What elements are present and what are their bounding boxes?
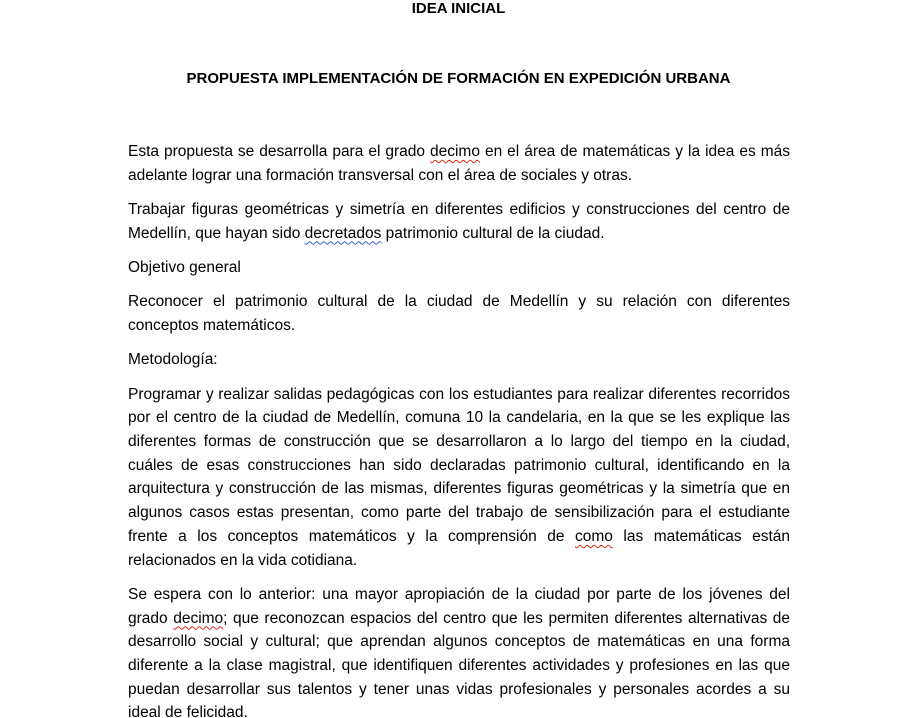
paragraph-intro [128, 140, 790, 187]
text-run: Trabajar figuras geométricas y simetría en diferentes edificios y construcciones del centro de Medellín, que hayan sido [128, 201, 790, 242]
text-run: Programar y realizar salidas pedagógicas con los estudiantes para realizar diferentes recorridos por el centro de la ciudad de Medellín, comuna 10 la candelaria, en la que se les explique las diferentes formas de construcción que se desarrollaron a lo largo del tiempo en la ciudad, cuáles de esas construcciones han sido declaradas patrimonio cultural, identificando en la arquitectura y construcción de las mismas, diferentes figuras geométricas y la simetría que en algunos casos estas presentan, como parte del trabajo de sensibilización para el estudiante frente a los conceptos matemáticos y la comprensión de [128, 385, 790, 545]
text-run: Esta propuesta se desarrolla para el grado [128, 143, 430, 160]
text-run: las matemáticas están relacionados en la vida cotidiana. [128, 527, 790, 569]
paragraph-objective: Reconocer el patrimonio cultural de la ciudad de Medellín y su relación con diferentes conceptos matemáticos. [128, 293, 790, 334]
spelling-flagged-word[interactable]: como [574, 527, 613, 545]
text-run: Se espera con lo anterior: una mayor apropiación de la ciudad por parte de los jóvenes del grado [128, 585, 790, 627]
text-run-cut-off: acordes a su ideal de felicidad. [128, 680, 791, 718]
document-subtitle: PROPUESTA IMPLEMENTACIÓN DE FORMACIÓN EN EXPEDICIÓN URBANA [186, 70, 731, 87]
text-run: en el área de matemáticas y la idea es más adelante lograr una formación transversal con el área de sociales y otras. [128, 143, 790, 184]
grammar-flagged-word[interactable]: decretados [304, 224, 382, 242]
section-heading-methodology: Metodología: [128, 351, 218, 369]
spelling-flagged-word[interactable]: decimo [430, 143, 480, 160]
section-heading-objective: Objetivo general [128, 259, 241, 276]
paragraph-proposal [128, 198, 790, 245]
paragraph-expectations [128, 583, 790, 718]
paragraph-methodology [128, 383, 790, 573]
text-run: patrimonio cultural de la ciudad. [381, 224, 605, 242]
text-run: ; que reconozcan espacios del centro que les permiten diferentes alternativas de desarrollo social y cultural; que aprendan algunos conceptos de matemáticas en una forma diferente a la clase magistral, que identifiquen diferentes actividades y profesiones en las que puedan desarrollar sus talentos y tener unas vidas profesionales y personales [128, 609, 790, 698]
document-title: IDEA INICIAL [411, 0, 506, 17]
spelling-flagged-word[interactable]: decimo [173, 609, 224, 627]
document-body [128, 140, 790, 718]
